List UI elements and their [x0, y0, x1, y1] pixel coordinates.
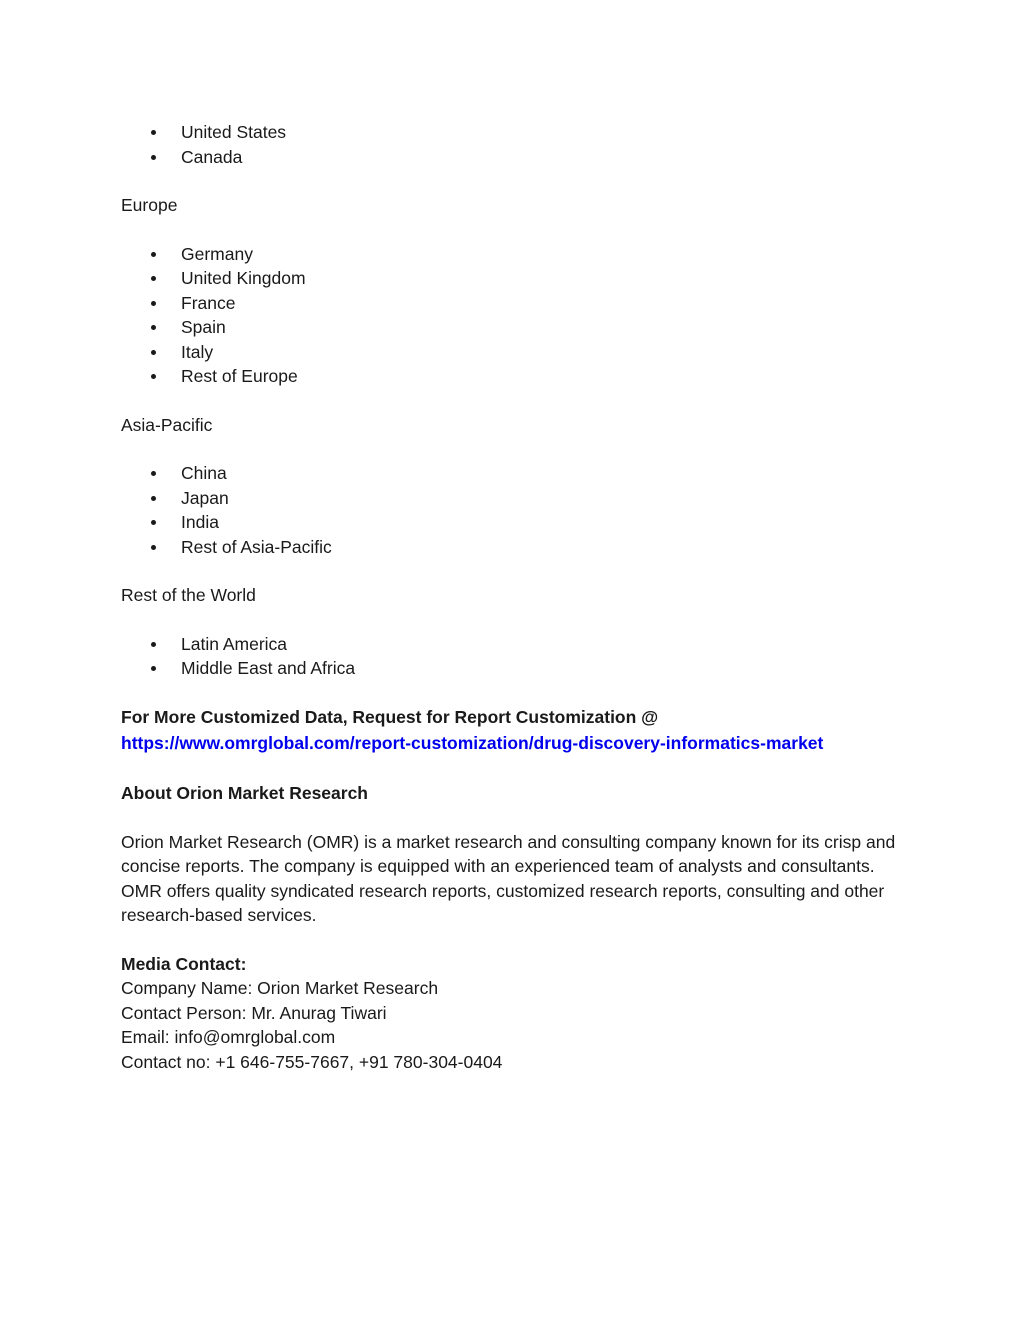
- document-content: [121, 120, 911, 1074]
- company-name: Company Name: Orion Market Research: [121, 978, 439, 998]
- list-item: [121, 364, 911, 389]
- customization-label: For More Customized Data, Request for Report Customization @: [121, 706, 659, 727]
- customization-link[interactable]: https://www.omrglobal.com/report-customization/drug-discovery-informatics-market: [121, 733, 824, 753]
- bullet-icon: [151, 301, 156, 306]
- bullet-icon: [151, 471, 156, 476]
- bullet-icon: [151, 520, 156, 525]
- spacer: [121, 681, 911, 705]
- bullet-icon: [151, 276, 156, 281]
- list-item: [121, 315, 911, 340]
- list-item: [121, 510, 911, 535]
- country-label: Rest of Europe: [181, 366, 298, 386]
- list-item: [121, 340, 911, 365]
- spacer: [121, 757, 911, 781]
- bullet-icon: [151, 325, 156, 330]
- country-label: China: [181, 463, 227, 483]
- country-label: Germany: [181, 243, 253, 264]
- contact-phone: Contact no: +1 646-755-7667, +91 780-304-0404: [121, 1051, 503, 1072]
- about-heading: About Orion Market Research: [121, 783, 368, 803]
- list-item: [121, 266, 911, 291]
- bullet-icon: [151, 642, 156, 647]
- list-item: [121, 656, 911, 681]
- list-item: [121, 145, 911, 170]
- list-item: [121, 291, 911, 316]
- country-label: Spain: [181, 317, 226, 337]
- spacer: [121, 928, 911, 952]
- bullet-icon: [151, 252, 156, 257]
- country-label: Japan: [181, 487, 229, 508]
- country-label: Canada: [181, 146, 243, 167]
- rest-of-world-heading: Rest of the World: [121, 585, 256, 605]
- bullet-icon: [151, 666, 156, 671]
- country-label: Rest of Asia-Pacific: [181, 536, 332, 557]
- asia-pacific-heading: Asia-Pacific: [121, 414, 213, 435]
- country-label: Latin America: [181, 633, 288, 654]
- bullet-icon: [151, 350, 156, 355]
- list-item: [121, 242, 911, 267]
- bullet-icon: [151, 545, 156, 550]
- bullet-icon: [151, 155, 156, 160]
- bullet-icon: [151, 496, 156, 501]
- europe-heading: Europe: [121, 195, 178, 215]
- country-label: Middle East and Africa: [181, 658, 356, 678]
- country-label: United Kingdom: [181, 268, 306, 288]
- country-label: Italy: [181, 341, 214, 362]
- country-label: India: [181, 512, 219, 532]
- list-item: [121, 120, 911, 145]
- asia-pacific-list: [121, 461, 911, 559]
- country-label: France: [181, 292, 236, 313]
- country-label: United States: [181, 122, 287, 142]
- media-contact-heading: Media Contact:: [121, 953, 247, 974]
- rest-of-world-list: [121, 632, 911, 681]
- about-body: Orion Market Research (OMR) is a market research and consulting company known for its crisp and concise reports. The company is equipped with an experienced team of analysts and consultants. OMR offers quality syndicated research reports, customized research reports, consulting and other research-based services.: [121, 831, 896, 925]
- list-item: [121, 535, 911, 560]
- list-item: [121, 461, 911, 486]
- list-item: [121, 486, 911, 511]
- north-america-list: [121, 120, 911, 169]
- list-item: [121, 632, 911, 657]
- spacer: [121, 806, 911, 830]
- contact-email: Email: info@omrglobal.com: [121, 1027, 336, 1047]
- bullet-icon: [151, 374, 156, 379]
- europe-list: [121, 242, 911, 389]
- bullet-icon: [151, 130, 156, 135]
- contact-person: Contact Person: Mr. Anurag Tiwari: [121, 1002, 387, 1023]
